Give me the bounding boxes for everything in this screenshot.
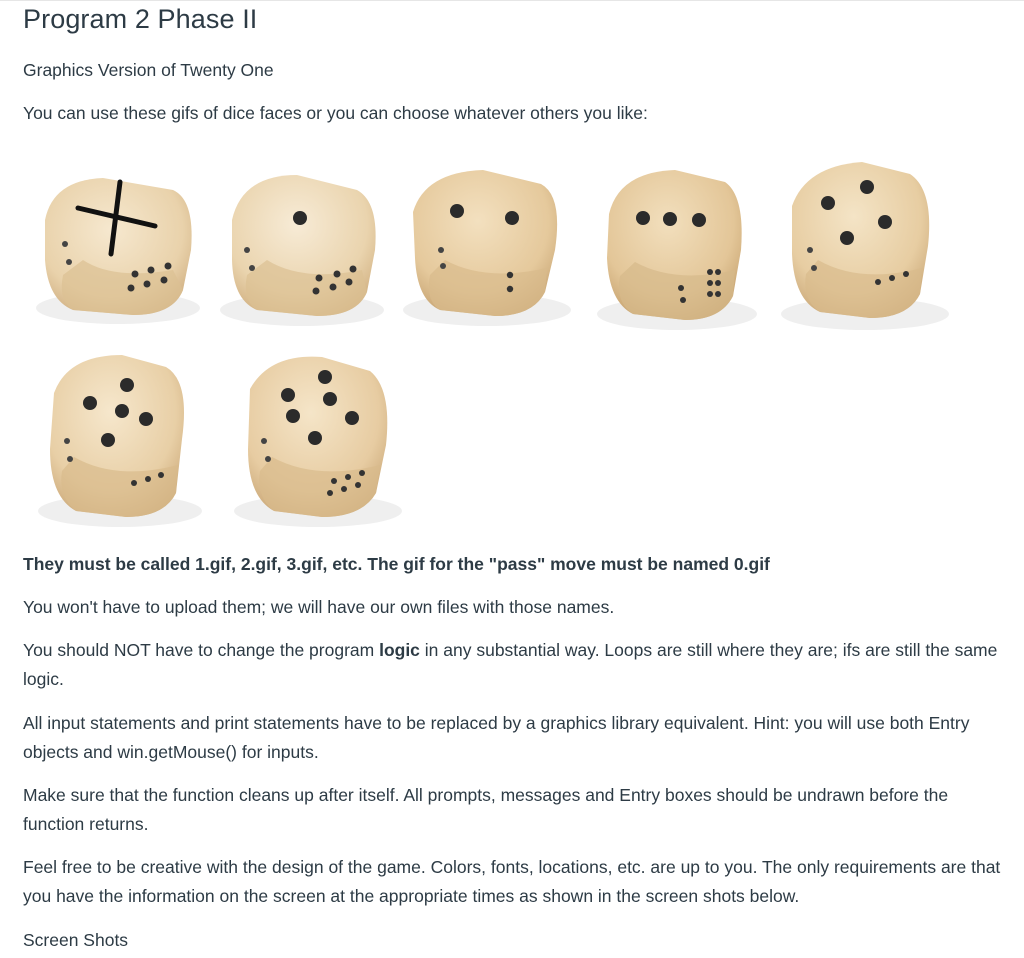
die-pass-image	[23, 150, 203, 332]
die-three-image	[585, 150, 761, 336]
die-two-image	[395, 150, 577, 332]
creative-note: Feel free to be creative with the design of the game. Colors, fonts, locations, etc. are up to you. The only requirements are that you have the information on the screen at the appropriate times as shown in the screen shots below.	[23, 857, 1001, 906]
screen-shots-heading: Screen Shots	[23, 930, 129, 950]
logic-note	[23, 636, 1013, 694]
cleanup-note: Make sure that the function cleans up after itself. All prompts, messages and Entry boxes should be undrawn before the function returns.	[23, 785, 949, 834]
top-divider	[0, 0, 1024, 1]
die-one-image	[207, 150, 387, 332]
subtitle: Graphics Version of Twenty One	[23, 60, 274, 80]
intro-text: You can use these gifs of dice faces or you can choose whatever others you like:	[23, 103, 648, 123]
upload-note: You won't have to upload them; we will have our own files with those names.	[23, 597, 615, 617]
die-six-image	[222, 345, 412, 533]
logic-note-end: in any substantial way. Loops are still where they are; ifs are still the same logic.	[23, 640, 998, 689]
page-title: Program 2 Phase II	[23, 4, 258, 34]
logic-note-start: You should NOT have to change the program	[23, 640, 380, 660]
input-note: All input statements and print statements have to be replaced by a graphics library equivalent. Hint: you will use both Entry objects and win.getMouse() for inputs.	[23, 713, 970, 762]
file-names-note: They must be called 1.gif, 2.gif, 3.gif, etc. The gif for the "pass" move must be named 0.gif	[23, 554, 770, 574]
die-four-image	[770, 150, 954, 336]
die-five-image	[30, 345, 210, 533]
logic-emphasis: logic	[379, 640, 420, 660]
